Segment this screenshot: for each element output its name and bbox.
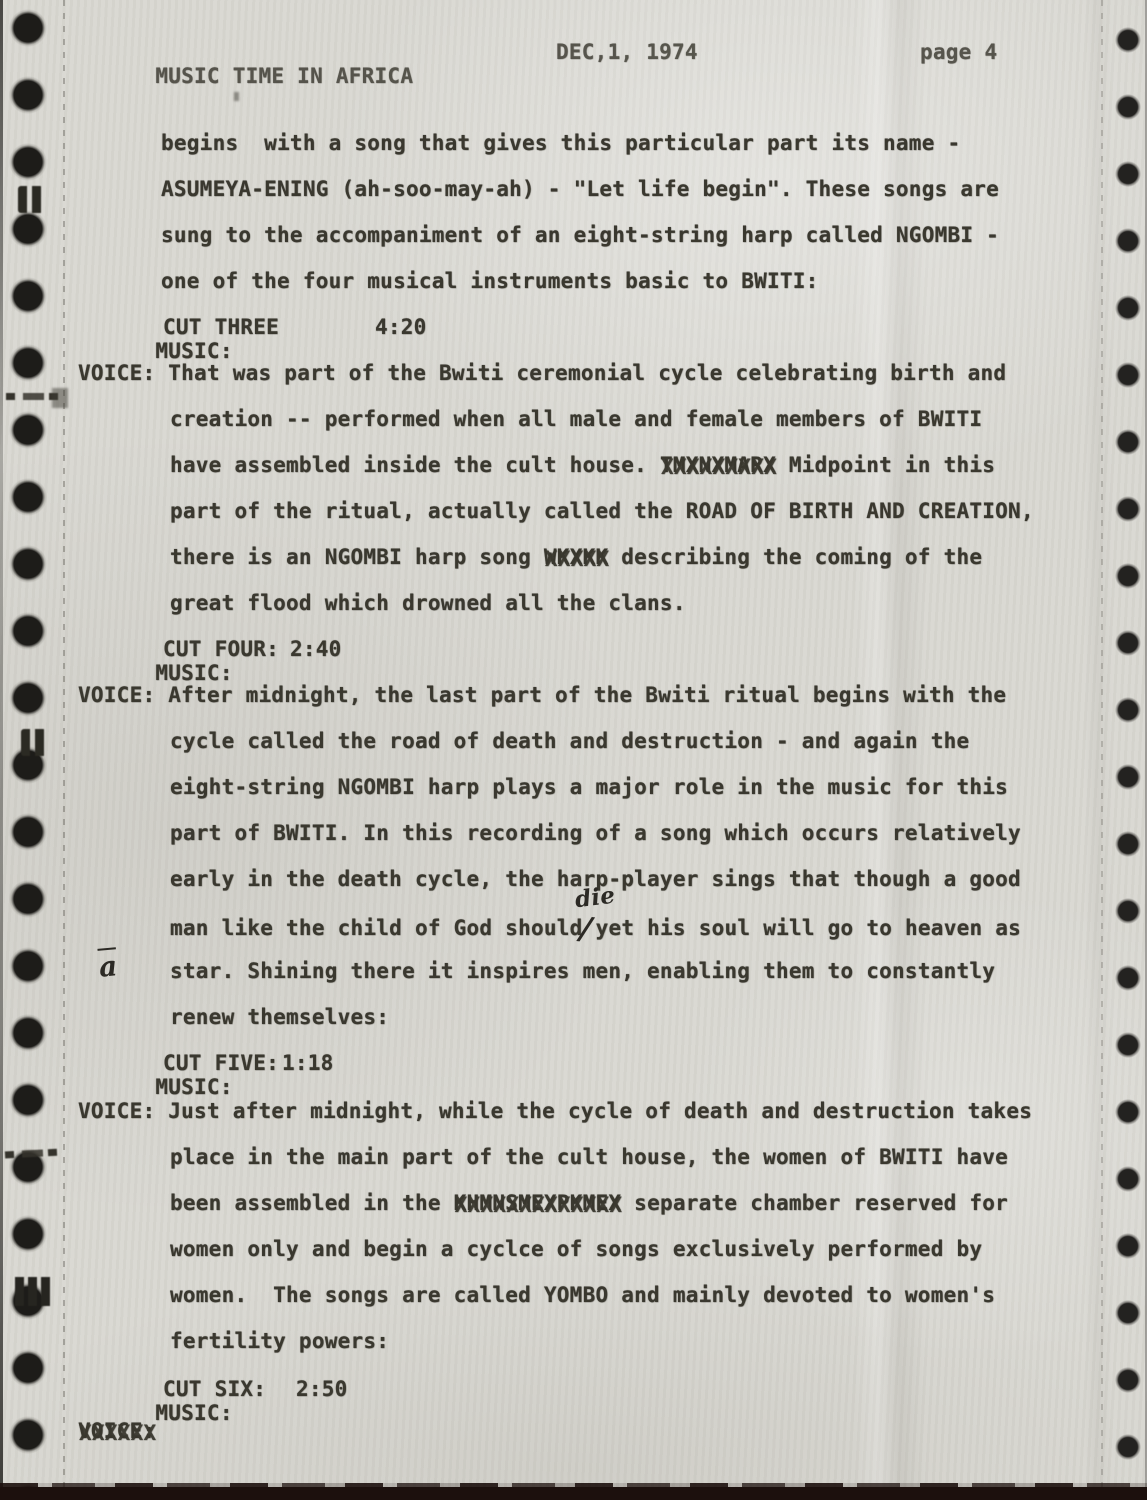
script-line [78, 1419, 155, 1443]
document-title: MUSIC TIME IN AFRICA [155, 64, 414, 88]
struck-out-text: WKXKK XXXXX [544, 545, 608, 569]
line-segment: describing the coming of the [608, 545, 983, 569]
insertion-mark [573, 881, 617, 948]
script-line: After midnight, the last part of the Bwiti ritual begins with the [168, 683, 1007, 707]
page-number: page 4 [920, 40, 998, 64]
script-line: cycle called the road of death and destruction - and again the [170, 729, 970, 753]
handwritten-insertion: die [573, 881, 617, 914]
script-line: part of the ritual, actually called the ROAD OF BIRTH AND CREATION, [170, 499, 1034, 523]
cue-duration: 2:50 [296, 1377, 348, 1401]
voice-line [78, 1099, 1032, 1123]
line-segment: Midpoint in this [775, 453, 996, 477]
script-line: star. Shining there it inspires men, enabling them to constantly [170, 959, 996, 983]
line-segment: been assembled in the [170, 1191, 454, 1215]
voice-label: VOICE: [78, 361, 156, 385]
handwritten-margin-note: $\overline{a}$ [97, 949, 119, 984]
script-line: women. The songs are called YOMBO and mainly devoted to women's [170, 1283, 996, 1307]
script-line: great flood which drowned all the clans. [170, 591, 686, 615]
script-line: sung to the accompaniment of an eight-string harp called NGOMBI - [161, 223, 1000, 247]
voice-label: VOICE: [78, 1099, 156, 1123]
cue-label: MUSIC: [155, 339, 233, 363]
cue-title: CUT FIVE: [163, 1051, 280, 1075]
script-line [170, 453, 995, 477]
struck-out-text: VOICE: XXXXXX [78, 1419, 155, 1443]
script-line [170, 881, 1022, 948]
script-line: women only and begin a cyclce of songs exclusively performed by [170, 1237, 983, 1261]
line-segment: separate chamber reserved for [621, 1191, 1009, 1215]
line-segment: yet his soul will go to heaven as [595, 916, 1022, 940]
cue-title: CUT SIX: [163, 1377, 267, 1401]
voice-label: VOICE: [78, 683, 156, 707]
line-segment: there is an NGOMBI harp song [170, 545, 544, 569]
music-cue [78, 1377, 698, 1497]
script-line: place in the main part of the cult house, the women of BWITI have [170, 1145, 1009, 1169]
script-line: one of the four musical instruments basic to BWITI: [161, 269, 819, 293]
script-line [170, 545, 982, 569]
handwritten-slash: / [577, 910, 594, 948]
script-line: early in the death cycle, the harp-player sings that though a good [170, 867, 1021, 891]
script-line [170, 1191, 1008, 1215]
script-line: part of BWITI. In this recording of a song which occurs relatively [170, 821, 1021, 845]
struck-out-text: KHMNSMEXPKMEX XXXXXXXXXXXXX [454, 1191, 622, 1215]
cue-label: MUSIC: [155, 661, 233, 685]
script-line: creation -- performed when all male and female members of BWITI [170, 407, 983, 431]
struck-out-text: TMXNXMARX XXXXXXXXX [660, 453, 776, 477]
script-line: ASUMEYA-ENING (ah-soo-may-ah) - "Let life begin". These songs are [161, 177, 1000, 201]
line-segment: have assembled inside the cult house. [170, 453, 660, 477]
cue-title: CUT THREE [163, 315, 280, 339]
document-date: DEC,1, 1974 [556, 40, 698, 64]
cue-label: MUSIC: [155, 1401, 233, 1425]
cue-duration: 4:20 [375, 315, 427, 339]
script-line: Just after midnight, while the cycle of death and destruction takes [168, 1099, 1033, 1123]
cue-duration: 2:40 [290, 637, 342, 661]
script-line: begins with a song that gives this particular part its name - [161, 131, 961, 155]
cue-label: MUSIC: [155, 1075, 233, 1099]
line-segment: man like the child of God should [170, 916, 583, 940]
cue-title: CUT FOUR: [163, 637, 280, 661]
script-line: That was part of the Bwiti ceremonial cycle celebrating birth and [168, 361, 1007, 385]
voice-line [78, 683, 1006, 707]
script-line: fertility powers: [170, 1329, 390, 1353]
voice-line [78, 361, 1006, 385]
cue-duration: 1:18 [282, 1051, 334, 1075]
script-line: eight-string NGOMBI harp plays a major role in the music for this [170, 775, 1009, 799]
script-line: renew themselves: [170, 1005, 390, 1029]
